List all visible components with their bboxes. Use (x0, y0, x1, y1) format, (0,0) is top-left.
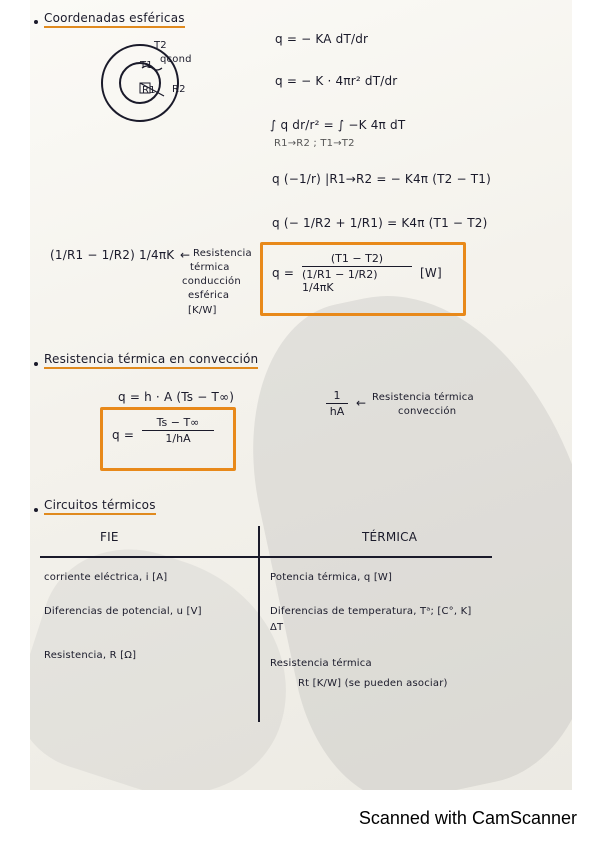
label-qcond: qcond (160, 54, 192, 65)
equation-rearranged: q (− 1/R2 + 1/R1) = K4π (T1 − T2) (272, 216, 488, 230)
equation-integral: ∫ q dr/r² = ∫ −K 4π dT (270, 118, 406, 132)
box-fraction-conv (142, 416, 214, 445)
fraction-bar (142, 430, 214, 431)
box-q: q = (272, 266, 295, 280)
box-numerator: (T1 − T2) (330, 252, 384, 265)
bullet (34, 362, 38, 366)
conv-res-label-1: Resistencia térmica (372, 392, 474, 403)
row-2-left: Diferencias de potencial, u [V] (44, 606, 202, 617)
column-header-electrical: FIE (100, 530, 119, 544)
equation-evaluated: q (−1/r) |R1→R2 = − K4π (T2 − T1) (272, 172, 491, 186)
conv-res-label-2: convección (398, 406, 457, 417)
section-heading-circuits: Circuitos térmicos (44, 498, 156, 515)
label-t1: T1 (140, 60, 153, 71)
res-label-2: térmica (190, 262, 230, 273)
table-column-divider (258, 526, 260, 722)
box-unit: [W] (420, 266, 442, 280)
conduction-resistance-expr: (1/R1 − 1/R2) 1/4πK (50, 248, 175, 262)
res-label-3: conducción (182, 276, 241, 287)
scanner-footer (0, 808, 599, 829)
fraction-bar (302, 266, 412, 267)
row-1-right: Potencia térmica, q [W] (270, 572, 393, 583)
res-numerator: 1 (333, 389, 341, 402)
label-r1: R1 (142, 85, 156, 96)
box-fraction (302, 252, 412, 294)
sphere-diagram (90, 38, 200, 128)
fraction-bar (326, 403, 348, 404)
equation-fourier: q = − KA dT/dr (275, 32, 369, 46)
res-label-1: Resistencia (193, 248, 252, 259)
table-header-rule (40, 556, 492, 558)
box-numerator-conv: Ts − T∞ (156, 416, 200, 429)
res-label-5: [K/W] (188, 305, 217, 316)
row-1-left: corriente eléctrica, i [A] (44, 572, 168, 583)
arrow-icon: ← (180, 248, 191, 262)
footer-text: Scanned with CamScanner (358, 808, 577, 828)
res-label-4: esférica (188, 290, 230, 301)
res-denominator: hA (329, 405, 345, 418)
row-2-right: Diferencias de temperatura, Tᵃ; [C°, K] (270, 606, 472, 617)
box-q-conv: q = (112, 428, 135, 442)
box-denominator-conv: 1/hA (165, 432, 191, 445)
convection-resistance-expr (326, 389, 348, 418)
label-t2: T2 (154, 40, 167, 51)
label-r2: R2 (172, 84, 186, 95)
row-3-right-2: Rt [K/W] (se pueden asociar) (298, 678, 448, 689)
bullet (34, 20, 38, 24)
scanned-page (30, 0, 572, 790)
column-header-thermal: TÉRMICA (362, 530, 418, 544)
bullet (34, 508, 38, 512)
row-3-right: Resistencia térmica (270, 658, 372, 669)
row-3-left: Resistencia, R [Ω] (44, 650, 137, 661)
arrow-icon: ← (356, 396, 367, 410)
section-heading-spherical: Coordenadas esféricas (44, 11, 185, 28)
equation-integral-limits: R1→R2 ; T1→T2 (274, 138, 355, 149)
box-denominator: (1/R1 − 1/R2) 1/4πK (302, 268, 378, 294)
row-2-right-2: ΔT (270, 622, 284, 633)
equation-fourier-sphere: q = − K · 4πr² dT/dr (275, 74, 398, 88)
equation-newton-cooling: q = h · A (Ts − T∞) (118, 390, 235, 404)
section-heading-convection: Resistencia térmica en convección (44, 352, 258, 369)
